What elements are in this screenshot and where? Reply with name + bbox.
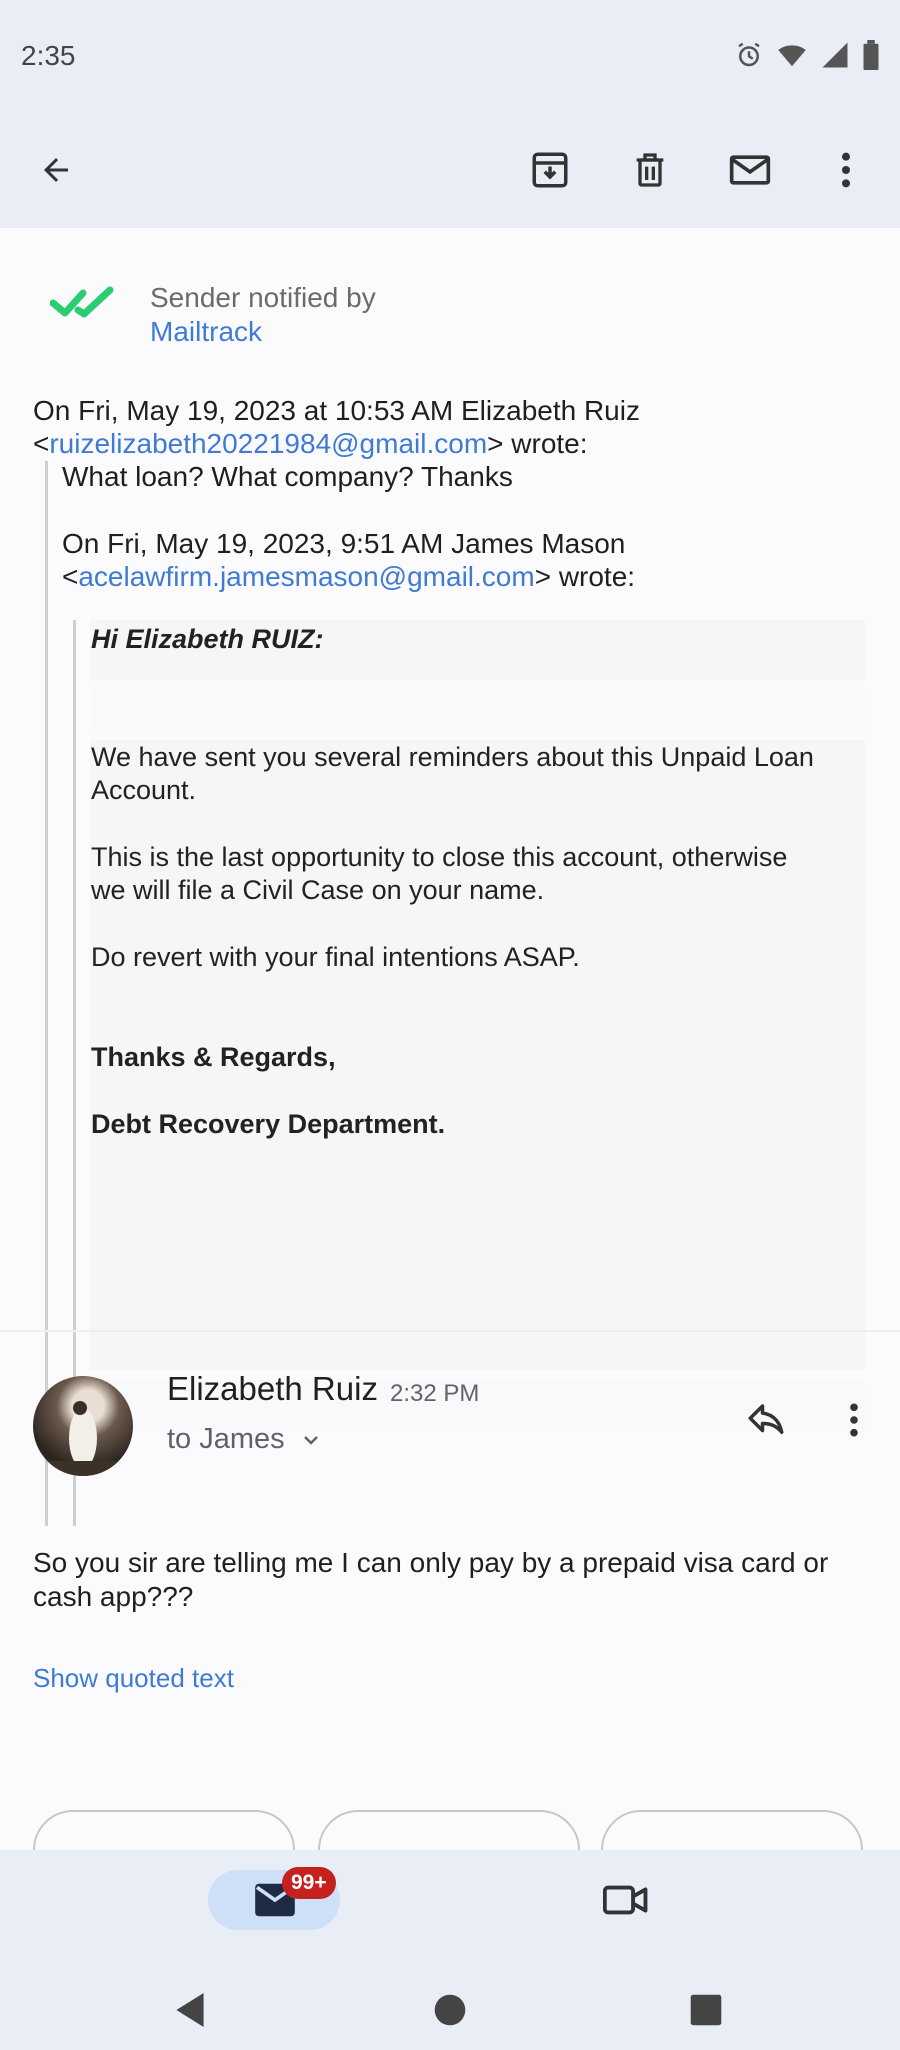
status-icons [734,40,880,70]
reply-icon [745,1399,787,1441]
status-bar [0,0,900,112]
message-divider [0,1330,900,1332]
quote2-header-line1: On Fri, May 19, 2023, 9:51 AM James Mason [62,528,626,559]
nav-meet[interactable] [596,1870,656,1930]
smart-reply-chips [33,1810,873,1850]
mailtrack-link[interactable]: Mailtrack [150,316,263,347]
system-back-button[interactable] [160,1980,220,2040]
system-recents-icon [689,1993,723,2027]
quote2-department: Debt Recovery Department. [91,1109,446,1139]
meet-icon [603,1882,649,1918]
quote2-signoff: Thanks & Regards, [91,1042,336,1072]
back-button[interactable] [26,140,86,200]
quote1-reply: What loan? What company? Thanks [62,461,513,492]
quote2-para2: This is the last opportunity to close this account, otherwise we will file a Civil Case on your name. [91,842,788,905]
reply-chip[interactable] [33,1810,295,1850]
back-arrow-icon [38,152,74,188]
quote1-email-link[interactable]: ruizelizabeth20221984@gmail.com [49,428,488,459]
recipient-toggle[interactable] [167,1423,323,1456]
top-app-bar [0,112,900,228]
more-vert-icon [841,1401,867,1439]
sender-name: Elizabeth Ruiz [167,1370,378,1407]
system-home-icon [433,1993,467,2027]
mailtrack-notice [50,278,650,368]
message-more-button[interactable] [824,1390,884,1450]
quote2-greeting: Hi Elizabeth RUIZ: [91,624,324,654]
system-home-button[interactable] [420,1980,480,2040]
show-quoted-text-link[interactable]: Show quoted text [33,1663,234,1693]
quote2-para1: We have sent you several reminders about this Unpaid Loan Account. [91,742,814,805]
reply-all-chip[interactable] [318,1810,580,1850]
archive-button[interactable] [520,140,580,200]
double-check-icon [50,278,116,328]
alarm-icon [734,40,764,70]
message-time: 2:32 PM [390,1380,480,1407]
mail-count-badge: 99+ [282,1867,336,1899]
quote2-para3: Do revert with your final intentions ASAP. [91,942,580,972]
quote1-header-line1: On Fri, May 19, 2023 at 10:53 AM Elizabeth Ruiz [33,395,640,426]
quote1-wrote: > wrote: [487,428,588,459]
archive-icon [529,149,571,191]
quote-row-bg [90,686,865,734]
delete-icon [630,150,670,190]
forward-chip[interactable] [601,1810,863,1850]
battery-icon [862,40,880,70]
quote2-email-link[interactable]: acelawfirm.jamesmason@gmail.com [78,561,535,592]
mark-unread-icon [728,148,772,192]
quote1-header-line2: <ruizelizabeth20221984@gmail.com> wrote: [33,428,588,459]
bottom-navigation [0,1850,900,2050]
message-body: So you sir are telling me I can only pay by a prepaid visa card or cash app??? [33,1547,829,1612]
signal-icon [820,40,850,70]
mark-unread-button[interactable] [720,140,780,200]
system-back-icon [173,1991,207,2029]
more-options-button[interactable] [816,140,876,200]
chevron-down-icon [299,1428,323,1452]
quote2-header-line2: <acelawfirm.jamesmason@gmail.com> wrote: [62,561,636,592]
recipient-label: to James [167,1423,285,1455]
status-time: 2:35 [21,40,76,71]
system-recents-button[interactable] [676,1980,736,2040]
message-header[interactable] [0,1338,900,1478]
avatar[interactable] [33,1376,133,1476]
delete-button[interactable] [620,140,680,200]
avatar-photo [33,1376,133,1476]
mailtrack-label: Sender notified by [150,282,376,313]
more-vert-icon [831,150,861,190]
reply-button[interactable] [736,1390,796,1450]
quote2-wrote: > wrote: [534,561,636,592]
wifi-icon [776,40,808,70]
